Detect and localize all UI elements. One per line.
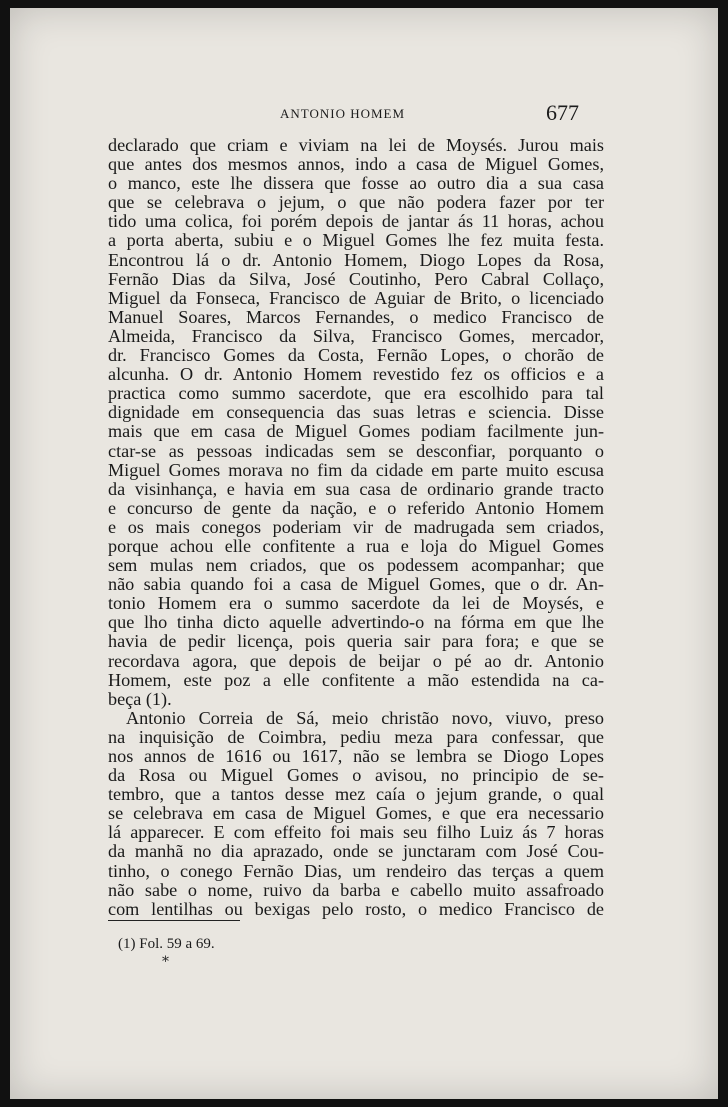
- book-page: [10, 8, 718, 1099]
- text-line: sem mulas nem criados, que os podessem acompanhar; que: [108, 555, 604, 576]
- text-line: tembro, que a tantos desse mez caía o jejum grande, o qual: [108, 784, 604, 805]
- text-line: practica como summo sacerdote, que era escolhido para tal: [108, 383, 604, 404]
- text-line: que antes dos mesmos annos, indo a casa de Miguel Gomes,: [108, 154, 604, 175]
- text-line: lá apparecer. E com effeito foi mais seu filho Luiz ás 7 horas: [108, 822, 604, 843]
- text-line: alcunha. O dr. Antonio Homem revestido fez os officios e a: [108, 364, 604, 385]
- text-line: nos annos de 1616 ou 1617, não se lembra se Diogo Lopes: [108, 746, 604, 766]
- text-line: porque achou elle confitente a rua e loja do Miguel Gomes: [108, 535, 604, 556]
- text-line: não sabia quando foi a casa de Miguel Gomes, que o dr. An-: [108, 574, 604, 595]
- text-line: se celebrava em casa de Miguel Gomes, e que era necessario: [108, 803, 604, 824]
- text-line: Homem, este poz a elle confitente a mão estendida na ca-: [108, 669, 604, 690]
- text-line: Antonio Correia de Sá, meio christão novo, viuvo, preso: [126, 707, 604, 728]
- text-line: da Rosa ou Miguel Gomes o avisou, no principio de se-: [108, 765, 604, 786]
- text-line: tinho, o conego Fernão Dias, um rendeiro das terças a quem: [108, 860, 604, 881]
- text-line: declarado que criam e viviam na lei de Moysés. Jurou mais: [108, 135, 604, 155]
- text-line: havia de pedir licença, pois queria sair para fora; e que se: [108, 631, 604, 652]
- text-line: Miguel da Fonseca, Francisco de Aguiar de Brito, o licenciado: [108, 287, 604, 308]
- text-line: que lho tinha dicto aquelle advertindo-o na fórma em que lhe: [108, 612, 604, 633]
- text-line: da manhã no dia aprazado, onde se junctaram com José Cou-: [108, 841, 604, 862]
- text-line: da visinhança, e havia em sua casa de ordinario grande tracto: [108, 478, 604, 499]
- text-line: não sabe o nome, ruivo da barba e cabello muito assafroado: [108, 879, 604, 900]
- page-header: [10, 102, 718, 126]
- text-line: que se celebrava o jejum, o que não podera fazer por ter: [108, 192, 604, 213]
- footnote-rule: [108, 920, 240, 921]
- text-line: tonio Homem era o summo sacerdote da lei de Moysés, e: [108, 593, 604, 614]
- text-line: tido uma colica, foi porém depois de jantar ás 11 horas, achou: [108, 211, 604, 232]
- text-line: e os mais conegos poderiam vir de madrugada sem criados,: [108, 516, 604, 537]
- text-line: Miguel Gomes morava no fim da cidade em parte muito escusa: [108, 459, 604, 480]
- text-line: recordava agora, que depois de beijar o pé ao dr. Antonio: [108, 650, 604, 671]
- text-line: mais que em casa de Miguel Gomes podiam facilmente jun-: [108, 421, 604, 442]
- text-line: na inquisição de Coimbra, pediu meza para confessar, que: [108, 726, 604, 747]
- text-line: Manuel Soares, Marcos Fernandes, o medico Francisco de: [108, 306, 604, 327]
- text-line: o manco, este lhe dissera que fosse ao outro dia a sua casa: [108, 173, 604, 194]
- body-text: [108, 136, 604, 919]
- text-line: dr. Francisco Gomes da Costa, Fernão Lopes, o chorão de: [108, 345, 604, 366]
- asterisk-ornament: *: [162, 954, 169, 970]
- page-number: 677: [546, 100, 579, 125]
- text-line: Encontrou lá o dr. Antonio Homem, Diogo Lopes da Rosa,: [108, 249, 604, 270]
- text-line: e concurso de gente da nação, e o referido Antonio Homem: [108, 497, 604, 518]
- text-line: a porta aberta, subiu e o Miguel Gomes lhe fez muita festa.: [108, 230, 604, 251]
- text-line: Almeida, Francisco da Silva, Francisco Gomes, mercador,: [108, 325, 604, 346]
- footnote: (1) Fol. 59 a 69.: [118, 936, 215, 952]
- text-line: ctar-se as pessoas indicadas sem se desconfiar, porquanto o: [108, 440, 604, 461]
- text-line: com lentilhas ou bexigas pelo rosto, o medico Francisco de: [108, 898, 604, 919]
- text-line: beça (1).: [108, 688, 172, 709]
- running-head: ANTONIO HOMEM: [280, 106, 406, 121]
- text-line: Fernão Dias da Silva, José Coutinho, Pero Cabral Collaço,: [108, 268, 604, 289]
- text-line: dignidade em consequencia das suas letras e sciencia. Disse: [108, 402, 604, 423]
